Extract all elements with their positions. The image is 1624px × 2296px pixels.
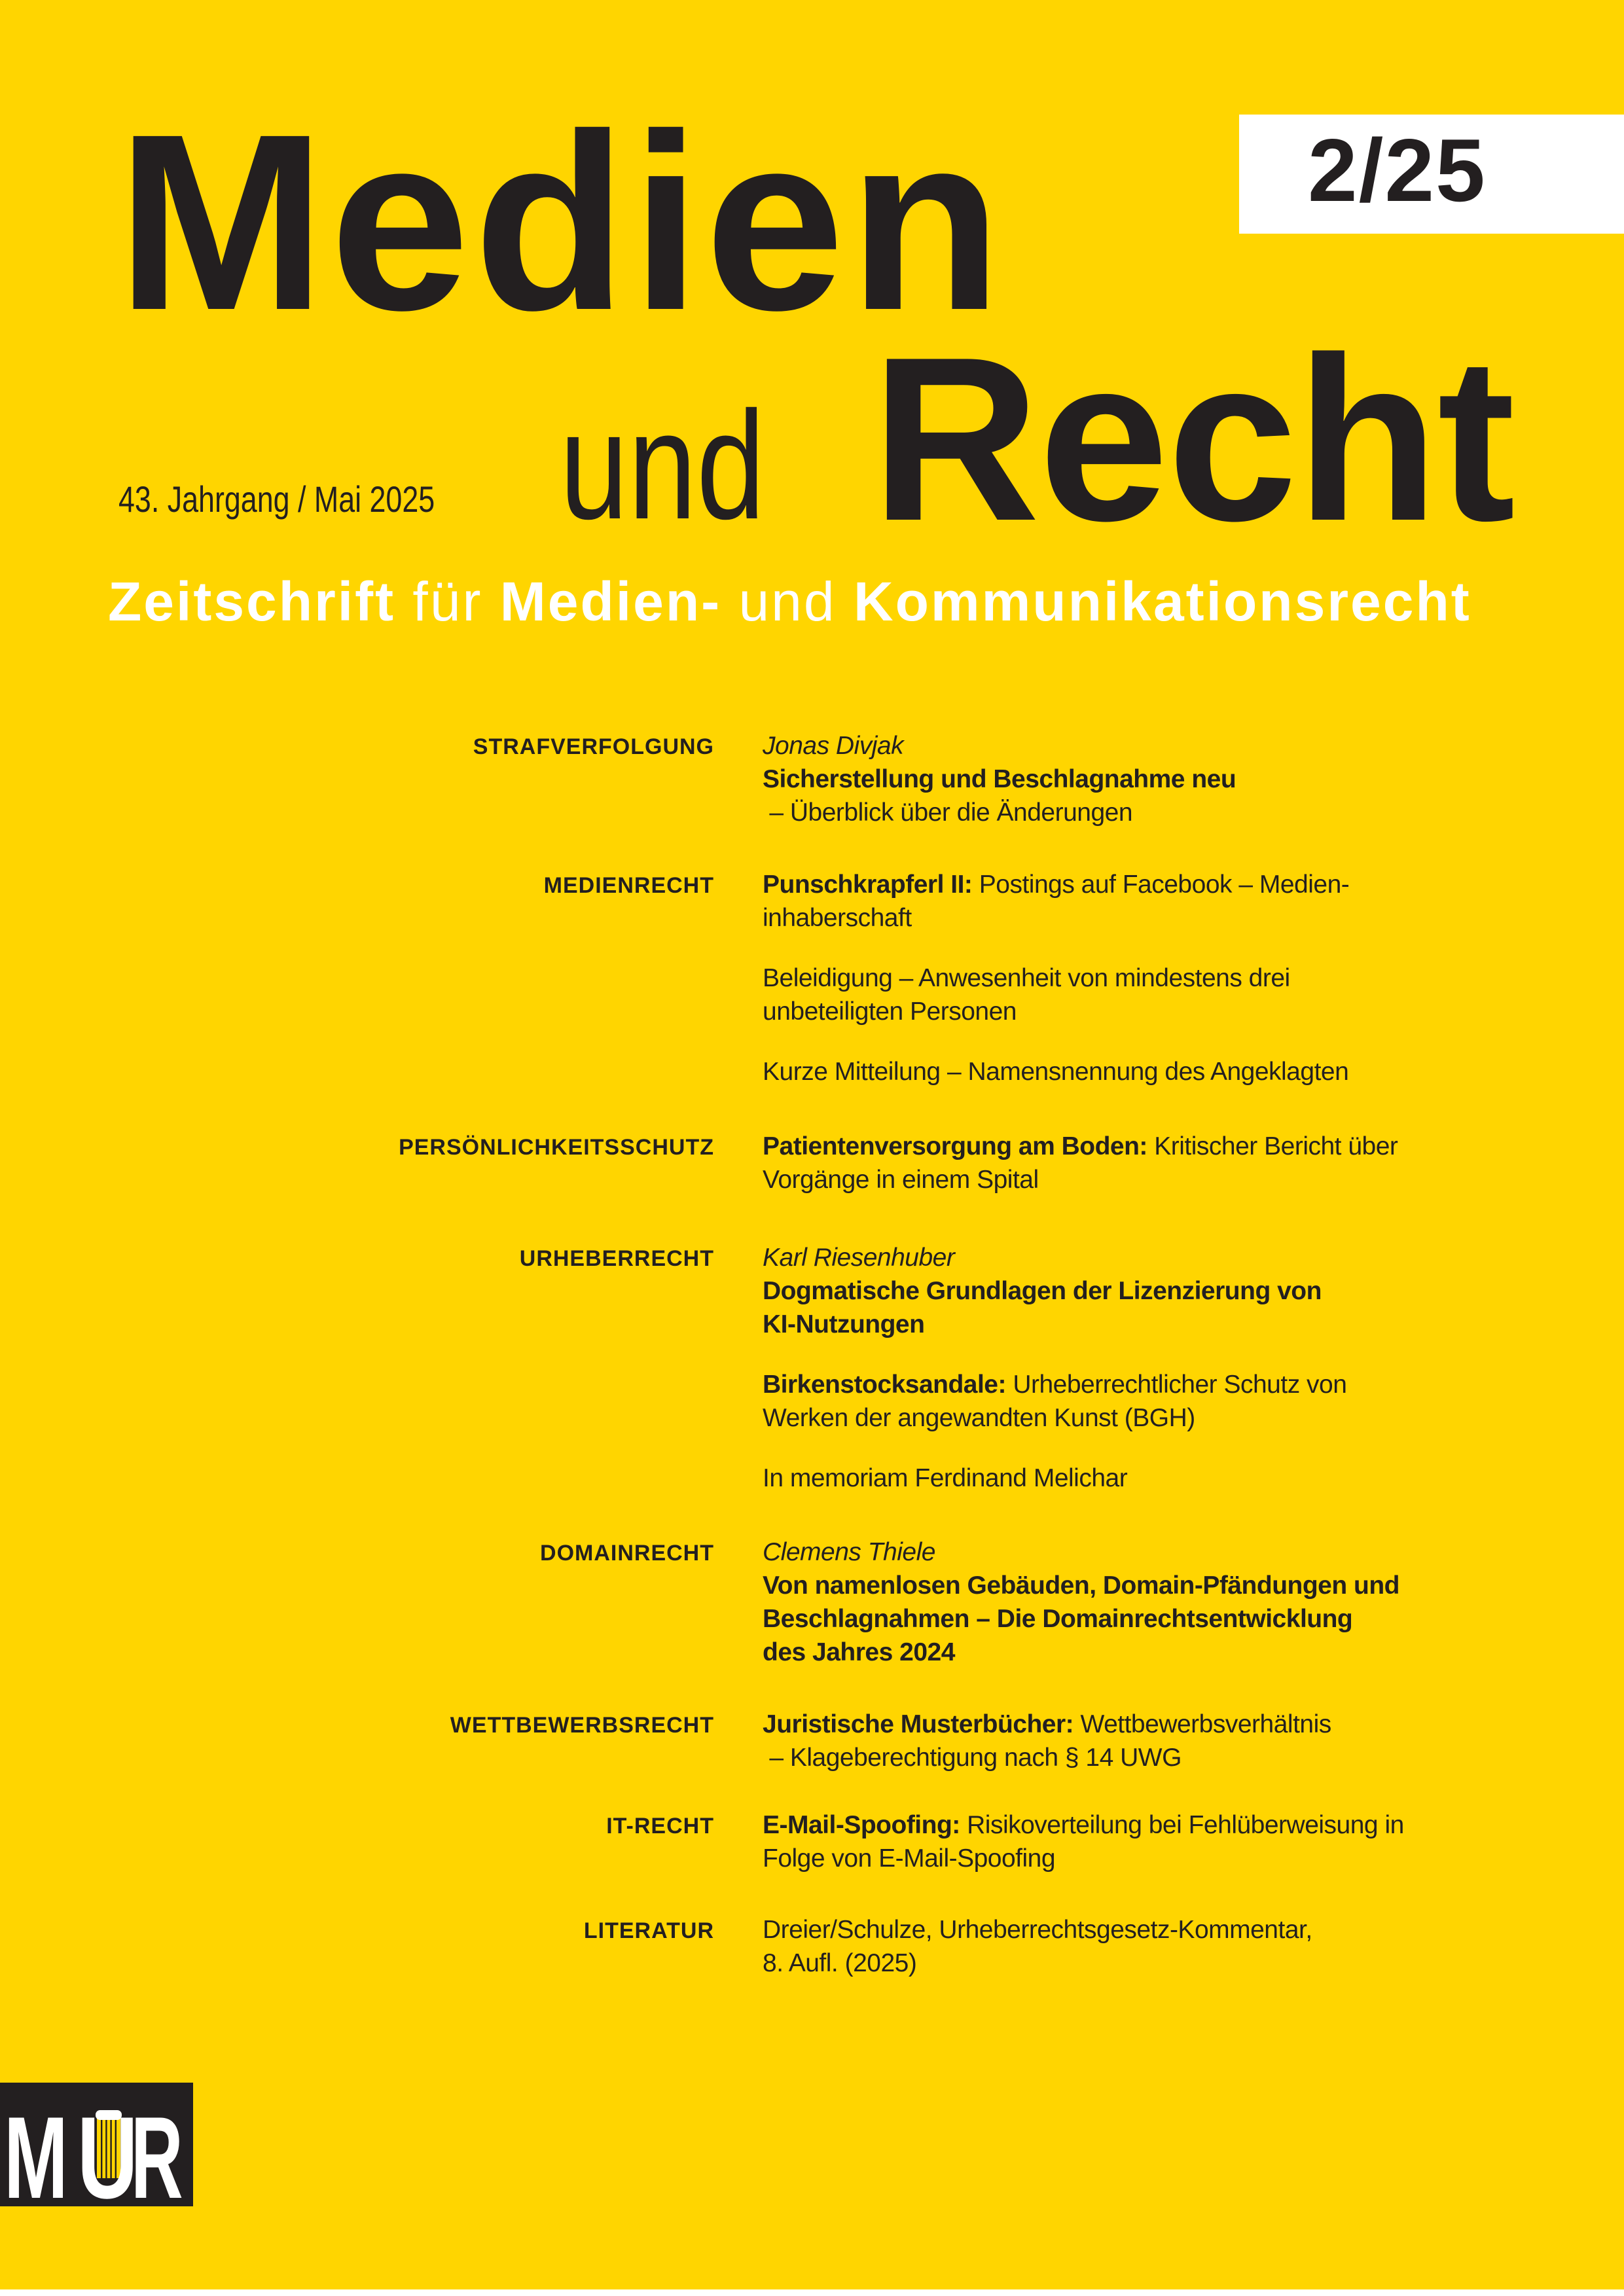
toc-category-label: IT-RECHT (606, 1814, 714, 1839)
toc-entry-line (763, 1130, 1427, 1163)
toc-entry-line (763, 762, 1427, 796)
toc-entry-line (763, 1163, 1427, 1196)
toc-entry-line (763, 901, 1427, 935)
toc-entry-line (763, 868, 1427, 901)
toc-entry-segment: Postings auf Facebook – Medien- (979, 870, 1350, 899)
toc-entries (763, 1808, 1427, 1875)
toc-entry-line (763, 995, 1427, 1028)
toc-entry-line (763, 1636, 1427, 1669)
toc-section (0, 1808, 1427, 1875)
toc-entry-segment: Vorgänge in einem Spital (763, 1166, 1039, 1194)
toc-entry-segment: Von namenlosen Gebäuden, Domain-Pfändungen und (763, 1571, 1399, 1600)
toc-entry-segment: Urheberrechtlicher Schutz von (1013, 1371, 1347, 1399)
toc-entry-segment: Sicherstellung und Beschlagnahme neu (763, 765, 1236, 793)
toc-entry-segment: E-Mail-Spoofing: (763, 1811, 967, 1839)
toc-entry-segment: Dogmatische Grundlagen der Lizenzierung von (763, 1277, 1322, 1305)
toc-entry-segment: Beleidigung – Anwesenheit von mindestens drei (763, 964, 1290, 992)
toc-entry-line (763, 961, 1427, 995)
toc-entry-segment: Kurze Mitteilung – Namensnennung des Angeklagten (763, 1058, 1349, 1086)
toc-entry-line (763, 1241, 1427, 1274)
mur-logo (0, 2083, 193, 2206)
toc-entry-line (763, 1913, 1427, 1946)
logo-letter-u: U (77, 2092, 138, 2206)
toc-entries (763, 729, 1427, 829)
toc-entry-segment: Juristische Musterbücher: (763, 1710, 1081, 1738)
toc-entry-line (763, 1274, 1427, 1308)
toc-section (0, 729, 1427, 829)
toc-section (0, 1535, 1427, 1669)
toc-entry-segment: Werken der angewandten Kunst (BGH) (763, 1404, 1195, 1432)
toc-category-label: DOMAINRECHT (540, 1541, 714, 1566)
toc-section (0, 1708, 1427, 1774)
subtitle (108, 571, 1471, 632)
toc-entries (763, 1535, 1427, 1669)
toc-section (0, 1130, 1427, 1196)
toc-entry-segment: KI-Nutzungen (763, 1310, 925, 1338)
toc-entry-line (763, 1368, 1427, 1401)
toc-entry-line (763, 729, 1427, 762)
toc-entry-segment: – Klageberechtigung nach § 14 UWG (763, 1744, 1182, 1772)
toc-entry-segment: Folge von E-Mail-Spoofing (763, 1844, 1056, 1873)
toc-entry-line (763, 1401, 1427, 1435)
toc-category-label: PERSÖNLICHKEITSSCHUTZ (399, 1135, 714, 1160)
toc-entry-line (763, 1741, 1427, 1774)
toc-category-label: MEDIENRECHT (543, 873, 714, 898)
toc-entry-line (763, 1569, 1427, 1602)
toc-entry-segment: Dreier/Schulze, Urheberrechtsgesetz-Kommentar, (763, 1916, 1312, 1944)
toc-category-label: WETTBEWERBSRECHT (450, 1713, 714, 1738)
toc-entry-segment: Punschkrapferl II: (763, 870, 979, 899)
toc-category-label: LITERATUR (583, 1918, 714, 1943)
toc-entry-line (763, 1535, 1427, 1569)
toc-entries (763, 868, 1427, 1088)
toc-entries (763, 1913, 1427, 1980)
edition-line: 43. Jahrgang / Mai 2025 (118, 478, 435, 520)
toc-entry-line (763, 1462, 1427, 1495)
title-recht: Recht (871, 308, 1514, 569)
toc-category-label: URHEBERRECHT (519, 1246, 714, 1271)
subtitle-segment: für (395, 571, 500, 632)
toc-item-gap (763, 935, 1427, 961)
toc-entry-line (763, 1602, 1427, 1636)
toc-item-gap (763, 1435, 1427, 1462)
toc-entry-segment: inhaberschaft (763, 904, 912, 932)
subtitle-segment: Kommunikationsrecht (853, 571, 1471, 632)
subtitle-segment: Medien- (499, 571, 722, 632)
logo-letter-m: M (4, 2092, 68, 2206)
toc-entry-segment: Patientenversorgung am Boden: (763, 1132, 1155, 1160)
toc-entry-segment: Birkenstocksandale: (763, 1371, 1013, 1399)
toc-section (0, 868, 1427, 1088)
toc-item-gap (763, 1028, 1427, 1055)
toc-entry-segment: In memoriam Ferdinand Melichar (763, 1464, 1128, 1492)
title-und: und (560, 379, 765, 551)
title-medien: Medien (117, 82, 1006, 363)
toc-entry-segment: Wettbewerbsverhältnis (1080, 1710, 1331, 1738)
toc-entry-line (763, 1808, 1427, 1842)
toc-entry-segment: Jonas Divjak (763, 732, 904, 760)
logo-letter-r: R (131, 2093, 183, 2206)
toc-entries (763, 1708, 1427, 1774)
subtitle-segment: und (721, 571, 854, 632)
toc-entry-line (763, 1708, 1427, 1741)
toc-entries (763, 1130, 1427, 1196)
toc-category-label: STRAFVERFOLGUNG (473, 734, 714, 759)
subtitle-segment: Zeitschrift (108, 571, 396, 632)
toc-entry-segment: – Überblick über die Änderungen (763, 798, 1133, 827)
toc-entry-line (763, 796, 1427, 829)
toc-entry-line (763, 1842, 1427, 1875)
toc-entry-segment: Clemens Thiele (763, 1538, 935, 1566)
toc-entries (763, 1241, 1427, 1495)
toc-item-gap (763, 1341, 1427, 1368)
toc-entry-segment: Risikoverteilung bei Fehlüberweisung in (967, 1811, 1404, 1839)
toc-entry-line (763, 1946, 1427, 1980)
toc-entry-line (763, 1308, 1427, 1341)
issue-number: 2/25 (1308, 120, 1487, 220)
toc-entry-segment: Kritischer Bericht über (1154, 1132, 1398, 1160)
toc-section (0, 1241, 1427, 1495)
toc-entry-line (763, 1055, 1427, 1088)
toc-entry-segment: Karl Riesenhuber (763, 1244, 955, 1272)
toc-entry-segment: Beschlagnahmen – Die Domainrechtsentwicklung (763, 1605, 1353, 1633)
toc-entry-segment: 8. Aufl. (2025) (763, 1949, 917, 1977)
toc-entry-segment: des Jahres 2024 (763, 1638, 955, 1666)
toc-section (0, 1913, 1427, 1980)
page-bottom-edge (0, 2289, 1624, 2296)
toc-entry-segment: unbeteiligten Personen (763, 997, 1017, 1026)
